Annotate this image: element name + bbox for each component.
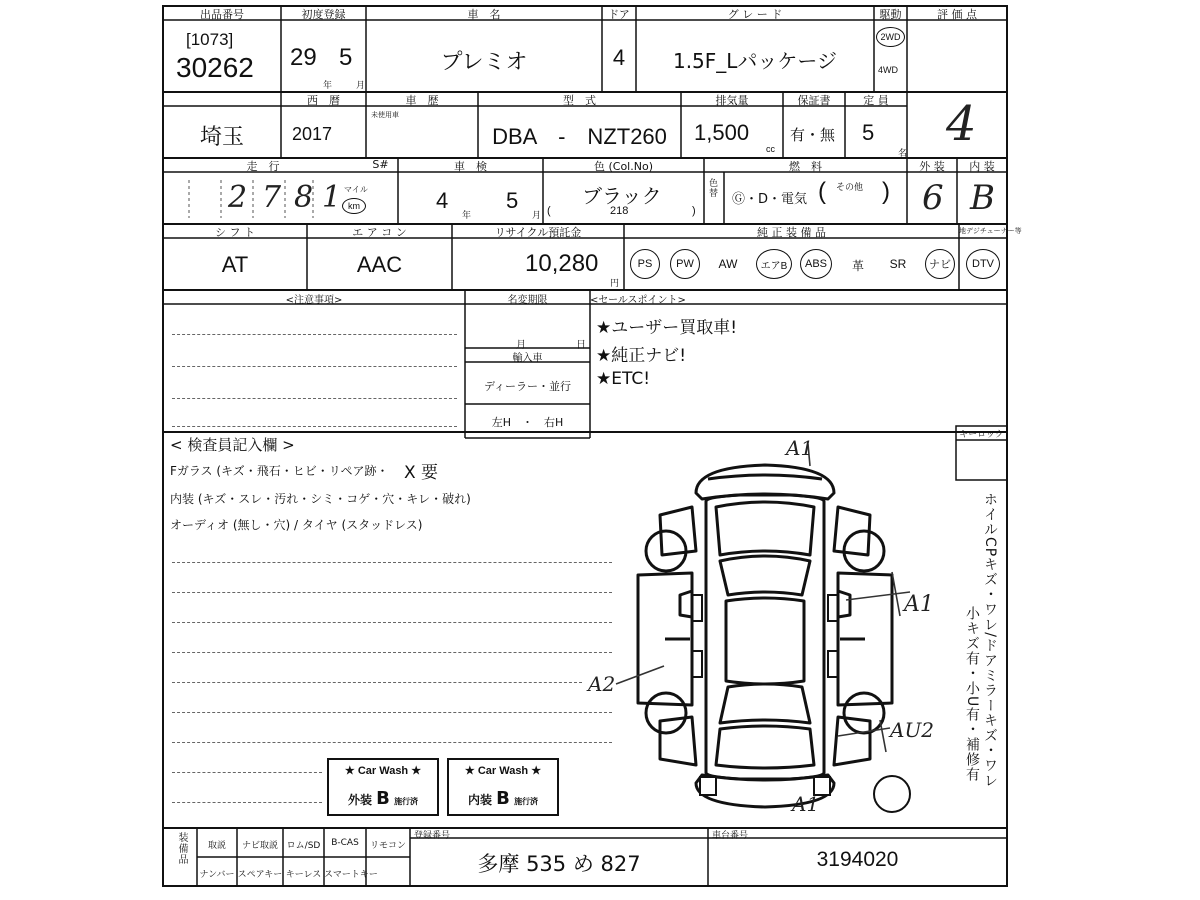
mileage-digit-1: 2 [228,180,248,215]
key-lock-header: キーロック [959,430,1004,440]
drive-2wd-circled: 2WD [876,27,905,47]
fglass-mark: X 要 [404,463,439,483]
fuel-value: Ⓖ・D・電気 [732,192,808,207]
month-unit: 月 [356,80,366,90]
equipment-navi-circled: ナビ [925,249,955,279]
grade-header: グ レ ー ド [727,8,783,21]
caution-header: <注意事項> [285,295,343,306]
year-unit: 年 [323,80,333,90]
equipment-dtv-circled: DTV [966,249,1000,279]
overall-score: 4 [946,96,977,152]
accessory-plate: ナンバー [199,870,235,880]
fuel-header: 燃 料 [789,160,822,173]
drive-4wd: 4WD [878,65,898,75]
accessory-rom-sd: ロム/SD [286,841,321,851]
region-value: 埼玉 [199,125,244,150]
accessory-smart-key: スマートキー [324,870,378,880]
exterior-wash-done: 施行済 [394,797,419,806]
interior-header: 内 装 [969,160,995,173]
warranty-header: 保証書 [797,94,831,107]
lot-number: 30262 [176,52,254,83]
interior-wash-stamp [447,758,559,816]
door-header: ドア [608,8,630,21]
inspection-year: 4 [436,188,449,213]
door-count: 4 [612,45,626,70]
cc-unit: cc [766,144,775,154]
inspector-line [172,712,612,713]
model-value: DBA - NZT260 [492,124,667,149]
first-reg-year: 29 [290,44,317,71]
inspection-month-unit: 月 [532,210,542,220]
damage-mark-rear: A1 [792,792,820,816]
equipment-airbag-circled: エアB [756,249,792,279]
name-change-header: 名変期限 [507,295,548,306]
accessory-spare-key: スペアキー [237,870,283,880]
equipment-pw-circled: PW [670,249,700,279]
mileage-header: 走 行 [246,160,280,173]
plate-header: 登録番号 [414,831,451,841]
car-name-header: 車 名 [467,8,501,21]
inspector-line [172,652,612,653]
drive-header: 駆動 [879,8,902,21]
accessory-keyless: キーレス [285,870,322,880]
inspector-line [172,802,322,803]
first-reg-month: 5 [339,44,353,71]
inspector-title: < 検査員記入欄 > [170,436,295,454]
inspection-header: 車 検 [454,160,487,173]
accessory-navi-manual: ナビ取説 [241,841,278,851]
caution-line [172,334,457,335]
warranty-value: 有・無 [790,126,836,144]
car-name: プレミオ [440,50,528,75]
inspector-line [172,772,322,773]
equipment-sr: SR [889,257,907,271]
inspector-interior-line: 内装 (キズ・スレ・汚れ・シミ・コゲ・穴・キレ・破れ) [170,492,471,506]
exterior-wash-stamp [327,758,439,816]
side-note-repair: 小キズ有・小U有・補修有 [964,606,980,783]
score-header: 評 価 点 [937,8,977,21]
mileage-digit-4: 1 [322,180,342,215]
name-change-month: 月 [516,340,526,351]
shift-value: AT [221,252,249,277]
displacement-value: 1,500 [694,120,750,145]
caution-line [172,398,457,399]
color-value: ブラック [582,184,662,208]
yen-unit: 円 [610,278,620,288]
western-year-header: 西 暦 [307,94,340,107]
fuel-other-paren-open: ( [818,178,826,205]
interior-wash-text [449,788,557,809]
color-number-paren-close: ) [692,205,696,217]
accessory-bcas: B-CAS [331,838,359,848]
exterior-wash-text [329,788,437,809]
lot-number-header: 出品番号 [200,8,244,21]
import-header: 輸入車 [512,353,543,364]
aircon-value: AAC [356,252,403,277]
damage-mark-left: A2 [588,672,616,696]
aircon-header: エ ア コ ン [352,226,407,239]
equipment-aw: AW [718,257,738,271]
damage-mark-right: A1 [904,592,934,617]
damage-mark-rear-right: AU2 [890,718,935,742]
lot-sub-number: [1073] [186,30,234,49]
equipment-abs-circled: ABS [800,249,832,279]
handle-side: 左H ・ 右H [491,416,564,429]
name-change-day: 日 [576,340,586,351]
exterior-wash-grade: B [376,788,390,809]
recycle-header: リサイクル預託金 [494,226,582,239]
color-header: 色 (Col.No) [593,160,653,173]
inspector-line [172,622,612,623]
km-unit-circled: km [342,198,366,214]
accessories-side-label: 装備品 [176,832,187,865]
plate-number: 多摩 535 め 827 [477,852,641,876]
color-change-label: 色替 [707,178,717,198]
history-note: 未使用車 [371,112,399,119]
capacity-header: 定 員 [863,94,889,107]
inspector-fglass-line: Fガラス (キズ・飛石・ヒビ・リペア跡・ [170,464,389,478]
inspection-month: 5 [506,188,519,213]
inspector-line [172,742,612,743]
inspector-line [172,562,612,563]
color-number: 218 [610,205,629,217]
inspection-year-unit: 年 [462,210,472,220]
fuel-other-label: その他 [836,182,864,192]
fuel-other-paren-close: ) [882,178,890,205]
first-registration-header: 初度登録 [301,8,346,21]
tuner-header: 地デジチューナー等 [959,227,1022,235]
accessory-remote: リモコン [369,841,406,851]
caution-line [172,366,457,367]
exterior-grade: 6 [922,178,944,218]
mileage-digit-3: 8 [294,180,314,215]
exterior-wash-title: ★ Car Wash ★ [344,765,422,777]
side-note-wheel-mirror: ホイルCPキズ・ワレ/ドアミラーキズ・ワレ [982,492,998,788]
mileage-digit-2: 7 [262,180,282,215]
exterior-header: 外 装 [919,160,945,173]
sh-header: S# [372,158,389,171]
inspector-audio-line: オーディオ (無し・穴) / タイヤ (スタッドレス) [170,518,423,532]
mile-unit: マイル [344,185,368,194]
shift-header: シ フ ト [215,226,255,239]
capacity-value: 5 [862,120,875,145]
capacity-unit: 名 [898,148,908,158]
interior-wash-title: ★ Car Wash ★ [464,765,542,777]
grade-value: 1.5F_Lパッケージ [672,49,838,73]
damage-mark-front: A1 [786,436,814,460]
damage-leader-lines [580,430,960,830]
sales-point-3: ★ETC! [596,369,651,389]
accessory-manual: 取説 [207,841,226,851]
color-number-paren-open: ( [547,205,551,217]
interior-wash-kind: 内装 [467,793,492,807]
history-header: 車 歴 [405,94,439,107]
caution-line [172,426,457,427]
sales-point-2: ★純正ナビ! [596,346,687,366]
exterior-wash-kind: 外装 [347,793,372,807]
interior-wash-done: 施行済 [514,797,539,806]
equipment-leather: 革 [851,259,864,273]
chassis-number: 3194020 [816,848,899,871]
interior-wash-grade: B [496,788,510,809]
displacement-header: 排気量 [715,94,749,107]
chassis-header: 車台番号 [712,831,749,841]
western-year: 2017 [292,124,333,144]
equipment-header: 純 正 装 備 品 [757,226,826,239]
model-header: 型 式 [563,94,596,107]
equipment-ps-circled: PS [630,249,660,279]
inspector-line [172,592,612,593]
sales-header: <セールスポイント> [590,295,686,306]
recycle-fee: 10,280 [525,250,599,277]
interior-grade: B [970,178,995,218]
dealer-parallel: ディーラー・並行 [483,380,572,393]
sales-point-1: ★ユーザー買取車! [596,318,738,338]
inspector-line [172,682,582,683]
